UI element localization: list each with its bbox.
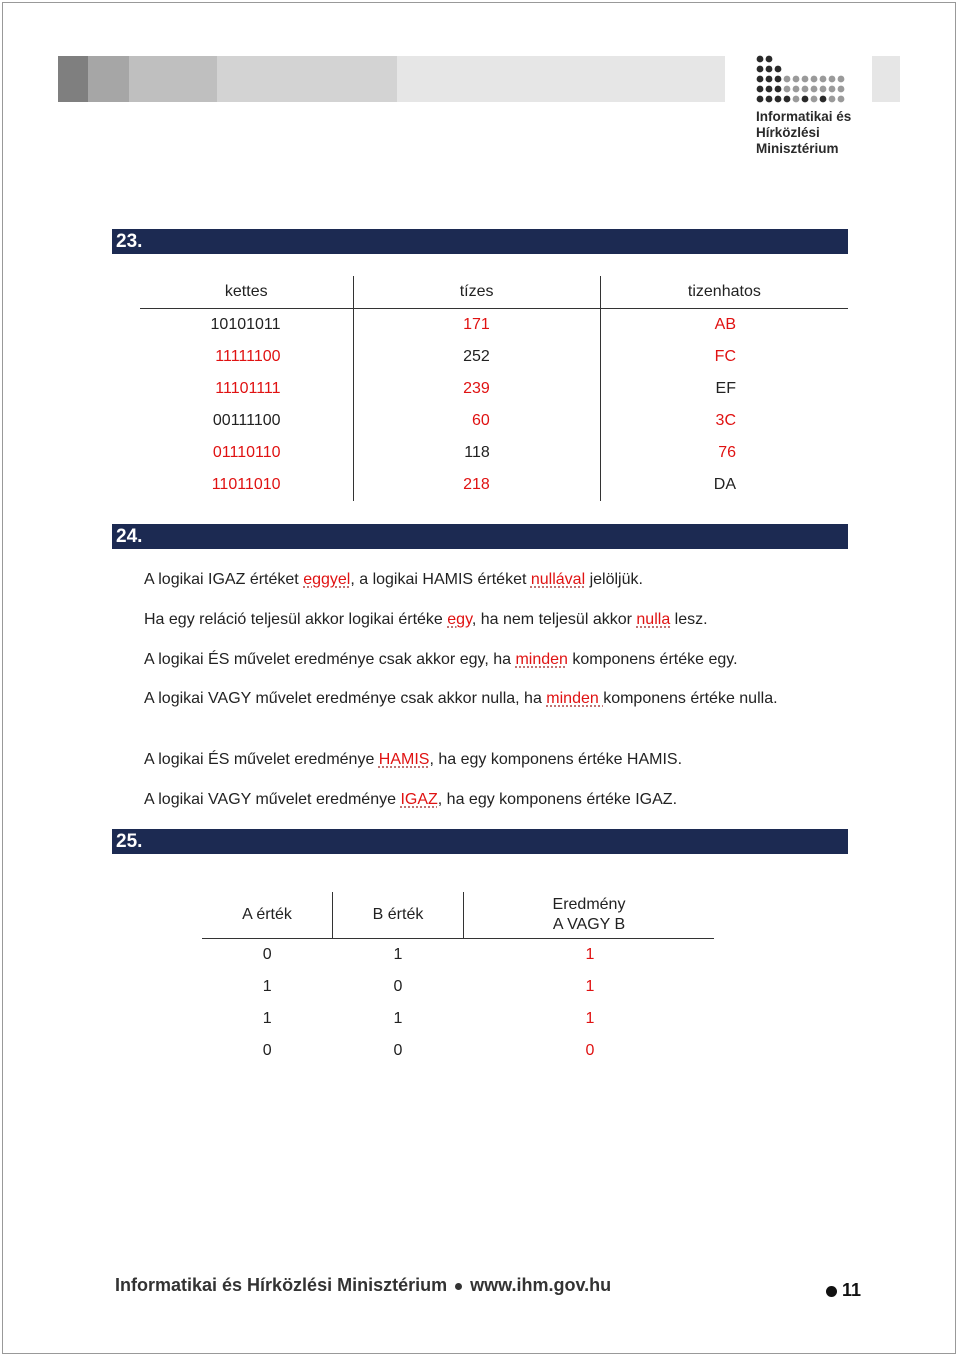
or-truth-table	[202, 892, 714, 1067]
text: Ha egy reláció teljesül akkor logikai értéke	[144, 611, 448, 628]
table-row	[202, 939, 714, 972]
column-header-a: A érték	[202, 892, 333, 939]
column-header-decimal: tízes	[353, 276, 600, 309]
table-cell-dec: 171	[353, 309, 600, 341]
table-cell-bin: 10101011	[210, 315, 281, 333]
table-row	[140, 405, 848, 437]
table-row	[202, 971, 714, 1003]
table-cell-hex: 3C	[600, 405, 848, 437]
table-cell-hex: EF	[600, 373, 848, 405]
footer-url[interactable]: www.ihm.gov.hu	[470, 1275, 612, 1295]
table-cell-bin: 11101111	[215, 379, 281, 397]
ministry-logo-text	[756, 109, 851, 157]
logo-line: Hírközlési	[756, 125, 820, 140]
truth-cell-a: 1	[262, 1010, 272, 1027]
header-strip-segment	[217, 56, 397, 102]
ministry-logo-dots-icon	[756, 55, 856, 105]
table-row	[140, 341, 848, 373]
table-cell-bin: 11011010	[211, 475, 281, 493]
page-number-text: 11	[842, 1280, 862, 1300]
text: , ha egy komponens értéke HAMIS.	[429, 751, 683, 768]
answer-word: minden	[515, 651, 568, 668]
header-strip-segment	[397, 56, 725, 102]
section-25-heading: 25.	[112, 829, 848, 854]
truth-cell-a: 0	[262, 1042, 272, 1059]
text: A logikai ÉS művelet eredménye csak akkor egy, ha	[144, 651, 516, 668]
truth-cell-a: 1	[262, 978, 272, 995]
table-cell-bin: 01110110	[212, 443, 281, 461]
footer	[115, 1275, 611, 1296]
header-strip-segment	[58, 56, 88, 102]
table-cell-dec: 252	[353, 341, 600, 373]
text: komponens értéke egy.	[567, 651, 738, 668]
answer-word: HAMIS	[378, 751, 430, 768]
text: , ha nem teljesül akkor	[471, 611, 637, 628]
text: A logikai ÉS művelet eredménye	[144, 751, 379, 768]
table-cell-dec: 218	[353, 469, 600, 501]
result-header-line: A VAGY B	[552, 916, 626, 933]
column-header-result	[464, 892, 715, 939]
table-cell-bin: 00111100	[212, 411, 281, 429]
answer-word: minden	[546, 690, 604, 707]
table-row	[140, 437, 848, 469]
table-row	[202, 1035, 714, 1067]
page-number	[826, 1280, 861, 1301]
logo-line: Informatikai és	[756, 109, 852, 124]
table-cell-dec: 239	[353, 373, 600, 405]
answer-word: nulla	[636, 611, 671, 628]
table-row	[140, 469, 848, 501]
text: lesz.	[670, 611, 708, 628]
truth-cell-r: 0	[585, 1042, 595, 1059]
text: , a logikai HAMIS értéket	[350, 571, 531, 588]
paragraph-and-operation	[144, 650, 834, 670]
truth-cell-b: 1	[393, 1010, 403, 1027]
table-row	[140, 309, 848, 341]
table-row	[202, 1003, 714, 1035]
paragraph-and-false	[144, 750, 834, 770]
truth-cell-b: 0	[393, 1042, 403, 1059]
paragraph-logical-values	[144, 570, 834, 590]
table-cell-dec: 118	[353, 437, 600, 469]
section-23-heading: 23.	[112, 229, 848, 254]
section-24-heading: 24.	[112, 524, 848, 549]
answer-word: nullával	[530, 571, 586, 588]
footer-ministry: Informatikai és Hírközlési Minisztérium	[115, 1275, 448, 1295]
table-cell-dec: 60	[353, 405, 600, 437]
table-cell-bin: 11111100	[215, 347, 281, 365]
table-row	[140, 373, 848, 405]
paragraph-or-true	[144, 790, 834, 810]
result-header-line: Eredmény	[552, 896, 626, 913]
table-cell-hex: FC	[600, 341, 848, 373]
page-border	[2, 2, 956, 1354]
text: komponens értéke nulla.	[603, 690, 778, 707]
column-header-hex: tizenhatos	[600, 276, 848, 309]
table-cell-hex: DA	[600, 469, 848, 501]
truth-cell-b: 1	[393, 946, 403, 963]
logo-line: Minisztérium	[756, 141, 839, 156]
truth-cell-r: 1	[585, 978, 595, 995]
paragraph-or-operation	[144, 689, 824, 709]
text: A logikai VAGY művelet eredménye csak akkor nulla, ha	[144, 690, 547, 707]
text: A logikai IGAZ értéket	[144, 571, 304, 588]
bullet-icon	[455, 1283, 462, 1290]
text: , ha egy komponens értéke IGAZ.	[437, 791, 678, 808]
answer-word: egy	[447, 611, 472, 628]
table-cell-hex: AB	[600, 309, 848, 341]
text: jelöljük.	[585, 571, 643, 588]
text: A logikai VAGY művelet eredménye	[144, 791, 401, 808]
answer-word: eggyel	[303, 571, 351, 588]
header-strip-segment	[872, 56, 900, 102]
truth-cell-b: 0	[393, 978, 403, 995]
truth-cell-a: 0	[262, 946, 272, 963]
truth-cell-r: 1	[585, 1010, 595, 1027]
table-cell-hex: 76	[600, 437, 848, 469]
column-header-b: B érték	[333, 892, 464, 939]
answer-word: IGAZ	[400, 791, 438, 808]
truth-cell-r: 1	[585, 946, 595, 963]
number-conversion-table	[140, 276, 848, 501]
bullet-icon	[826, 1286, 837, 1297]
paragraph-relation	[144, 610, 834, 630]
column-header-binary: kettes	[140, 276, 353, 309]
header-strip-segment	[88, 56, 129, 102]
header-strip-segment	[129, 56, 217, 102]
